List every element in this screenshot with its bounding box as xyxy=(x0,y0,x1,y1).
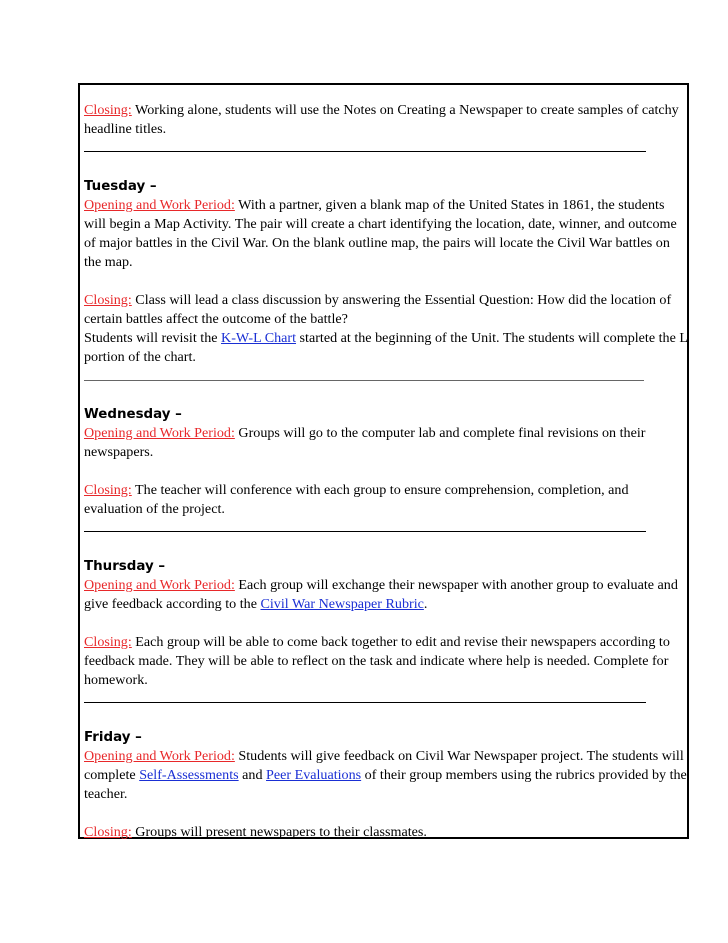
section-divider xyxy=(84,139,688,158)
section-divider xyxy=(84,519,688,538)
wednesday-heading: Wednesday – xyxy=(84,407,182,422)
friday-closing-paragraph xyxy=(84,823,688,842)
closing-label: Closing: xyxy=(84,824,132,840)
thursday-closing-paragraph xyxy=(84,633,688,690)
civil-war-newspaper-rubric-link[interactable]: Civil War Newspaper Rubric xyxy=(260,596,424,612)
self-assessments-link[interactable]: Self-Assessments xyxy=(139,767,239,783)
section-divider xyxy=(84,690,688,709)
lesson-plan-content xyxy=(84,101,688,842)
intro-closing-text: Working alone, students will use the Notes on Creating a Newspaper to create samples of catchy headline titles. xyxy=(84,102,679,137)
thursday-closing-text: Each group will be able to come back together to edit and revise their newspapers according to feedback made. They will be able to reflect on the task and indicate where help is needed. Complete for homework. xyxy=(84,634,670,688)
tuesday-closing-text: Class will lead a class discussion by answering the Essential Question: How did the location of certain battles affect the outcome of the battle? xyxy=(84,292,672,327)
tuesday-opening-text: With a partner, given a blank map of the United States in 1861, the students will begin a Map Activity. The pair will create a chart identifying the location, date, winner, and outcome of major battles in the Civil War. On the blank outline map, the pairs will locate the Civil War battles on the map. xyxy=(84,197,677,270)
opening-label: Opening and Work Period: xyxy=(84,425,235,441)
tuesday-closing-paragraph xyxy=(84,291,688,329)
friday-heading: Friday – xyxy=(84,730,142,745)
thursday-opening-text-end: . xyxy=(423,596,428,612)
wednesday-closing-paragraph xyxy=(84,481,688,519)
closing-label: Closing: xyxy=(84,482,132,498)
thursday-opening-paragraph xyxy=(84,576,688,614)
friday-closing-text: Groups will present newspapers to their classmates. xyxy=(131,824,427,840)
tuesday-revisit-text: Students will revisit the xyxy=(84,330,222,346)
wednesday-opening-paragraph xyxy=(84,424,688,462)
friday-opening-paragraph xyxy=(84,747,688,804)
thursday-heading: Thursday – xyxy=(84,559,166,574)
peer-evaluations-link[interactable]: Peer Evaluations xyxy=(266,767,362,783)
wednesday-opening-text: Groups will go to the computer lab and complete final revisions on their newspapers. xyxy=(84,425,646,460)
thursday-opening-text: Each group will exchange their newspaper with another group to evaluate and give feedback according to the xyxy=(84,577,678,612)
friday-opening-text: Students will give feedback on Civil War Newspaper project. The students will complete xyxy=(84,748,684,783)
opening-label: Opening and Work Period: xyxy=(84,748,235,764)
kwl-chart-link[interactable]: K-W-L Chart xyxy=(221,330,297,346)
tuesday-revisit-text-end: started at the beginning of the Unit. The students will complete the L portion of the chart. xyxy=(84,330,688,365)
section-divider xyxy=(84,367,688,386)
intro-closing-paragraph xyxy=(84,101,688,139)
closing-label: Closing: xyxy=(84,102,132,118)
tuesday-opening-paragraph xyxy=(84,196,688,272)
friday-opening-text-middle: and xyxy=(238,767,267,783)
closing-label: Closing: xyxy=(84,634,132,650)
tuesday-heading: Tuesday – xyxy=(84,179,157,194)
opening-label: Opening and Work Period: xyxy=(84,577,235,593)
friday-opening-text-end: of their group members using the rubrics provided by the teacher. xyxy=(84,767,687,802)
wednesday-closing-text: The teacher will conference with each group to ensure comprehension, completion, and evaluation of the project. xyxy=(84,482,629,517)
closing-label: Closing: xyxy=(84,292,132,308)
tuesday-revisit-paragraph xyxy=(84,329,688,367)
opening-label: Opening and Work Period: xyxy=(84,197,235,213)
